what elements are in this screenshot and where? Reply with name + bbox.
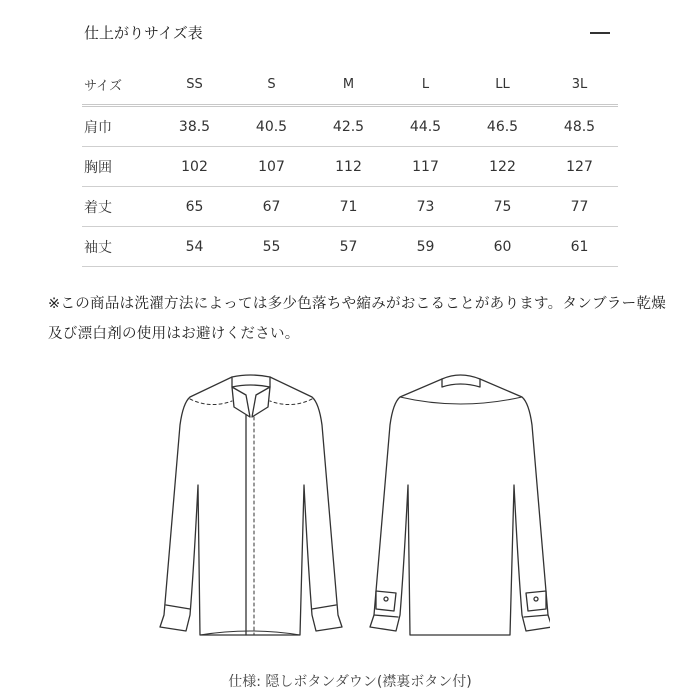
- shirt-front-drawing: [160, 375, 342, 635]
- shirt-back-drawing: [370, 375, 550, 635]
- row-label: 袖丈: [82, 227, 156, 267]
- table-cell: 40.5: [233, 106, 310, 147]
- minus-icon[interactable]: [590, 32, 610, 34]
- table-cell: 77: [541, 187, 618, 227]
- table-cell: 42.5: [310, 106, 387, 147]
- table-cell: 65: [156, 187, 233, 227]
- table-cell: 117: [387, 147, 464, 187]
- column-header: 3L: [541, 64, 618, 106]
- table-row: [82, 106, 618, 147]
- column-header: SS: [156, 64, 233, 106]
- care-note: ※この商品は洗濯方法によっては多少色落ちや縮みがおこることがあります。タンブラー乾燥及び漂白剤の使用はお避けください。: [48, 296, 667, 342]
- column-header: S: [233, 64, 310, 106]
- table-cell: 122: [464, 147, 541, 187]
- table-cell: 46.5: [464, 106, 541, 147]
- table-cell: 73: [387, 187, 464, 227]
- size-chart-title: 仕上がりサイズ表: [84, 24, 203, 42]
- table-cell: 54: [156, 227, 233, 267]
- table-cell: 75: [464, 187, 541, 227]
- table-row: [82, 187, 618, 227]
- row-label: 着丈: [82, 187, 156, 227]
- table-cell: 57: [310, 227, 387, 267]
- table-cell: 61: [541, 227, 618, 267]
- size-table: [82, 64, 618, 267]
- size-header-label: サイズ: [82, 64, 156, 106]
- table-cell: 48.5: [541, 106, 618, 147]
- table-cell: 107: [233, 147, 310, 187]
- table-cell: 38.5: [156, 106, 233, 147]
- table-cell: 71: [310, 187, 387, 227]
- row-label: 胸囲: [82, 147, 156, 187]
- table-cell: 60: [464, 227, 541, 267]
- column-header: LL: [464, 64, 541, 106]
- column-header: L: [387, 64, 464, 106]
- row-label: 肩巾: [82, 106, 156, 147]
- size-chart-header[interactable]: [84, 22, 616, 48]
- table-cell: 59: [387, 227, 464, 267]
- table-row: [82, 147, 618, 187]
- table-cell: 112: [310, 147, 387, 187]
- table-cell: 44.5: [387, 106, 464, 147]
- shirt-illustration: [150, 365, 550, 655]
- table-cell: 102: [156, 147, 233, 187]
- table-header-row: [82, 64, 618, 106]
- table-cell: 67: [233, 187, 310, 227]
- spec-caption: 仕様: 隠しボタンダウン(襟裏ボタン付): [228, 674, 472, 690]
- column-header: M: [310, 64, 387, 106]
- table-cell: 55: [233, 227, 310, 267]
- table-cell: 127: [541, 147, 618, 187]
- table-row: [82, 227, 618, 267]
